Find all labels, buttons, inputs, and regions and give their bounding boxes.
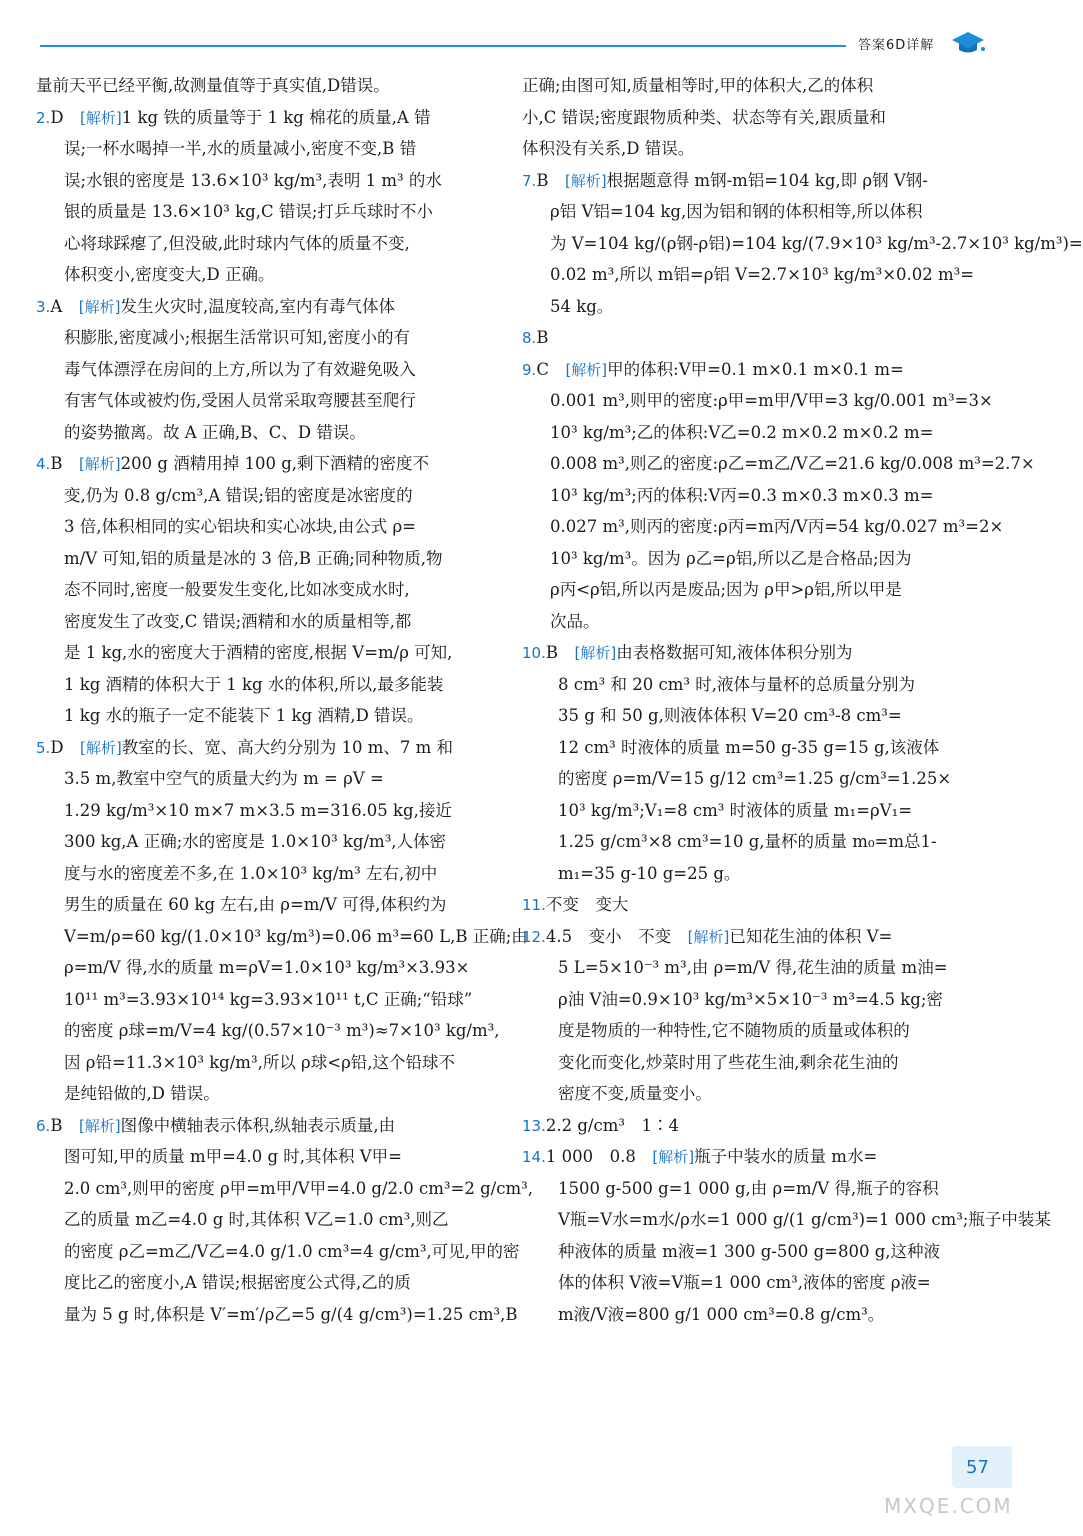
text-line bbox=[36, 291, 502, 323]
question-number: 12. bbox=[522, 927, 546, 946]
text-line bbox=[522, 826, 988, 858]
text-line bbox=[36, 259, 502, 291]
line-text: 0.02 m³,所以 m铝=ρ铝 V=2.7×10³ kg/m³×0.02 m³= bbox=[550, 265, 975, 284]
question-number: 6. bbox=[36, 1116, 51, 1135]
line-text: ρ铝 V铝=104 kg,因为铝和钢的体积相等,所以体积 bbox=[550, 202, 923, 221]
line-text: 0.027 m³,则丙的密度:ρ丙=m丙/V丙=54 kg/0.027 m³=2× bbox=[550, 517, 1004, 536]
text-line bbox=[36, 763, 502, 795]
line-text: 态不同时,密度一般要发生变化,比如冰变成水时, bbox=[64, 580, 410, 599]
answer-choice: 2.2 g/cm³ 1∶4 bbox=[545, 1115, 679, 1135]
text-line bbox=[522, 984, 988, 1016]
graduation-cap-icon bbox=[950, 30, 986, 56]
line-text: 的姿势撤离。故 A 正确,B、C、D 错误。 bbox=[64, 422, 366, 442]
text-line bbox=[522, 889, 988, 921]
text-line bbox=[36, 921, 528, 953]
text-line bbox=[36, 669, 502, 701]
text-line bbox=[36, 511, 502, 543]
text-line bbox=[522, 858, 988, 890]
text-line bbox=[522, 322, 988, 354]
answer-choice: 1 000 0.8 bbox=[545, 1147, 636, 1166]
line-text: 积膨胀,密度减小;根据生活常识可知,密度小的有 bbox=[64, 328, 411, 347]
answer-item bbox=[36, 732, 528, 1110]
line-text: 量为 5 g 时,体积是 V′=m′/ρ乙=5 g/(4 g/cm³)=1.25 cm³,B bbox=[64, 1304, 518, 1324]
right-column bbox=[522, 70, 1083, 1330]
text-line bbox=[36, 1299, 518, 1331]
line-text: 1 kg 酒精的体积大于 1 kg 水的体积,所以,最多能装 bbox=[64, 674, 444, 694]
line-text: 体积没有关系,D 错误。 bbox=[522, 139, 695, 158]
answer-choice: 不变 变大 bbox=[545, 895, 629, 914]
line-text: 12 cm³ 时液体的质量 m=50 g-35 g=15 g,该液体 bbox=[558, 737, 940, 757]
analysis-tag: [解析] bbox=[78, 297, 121, 316]
text-line bbox=[522, 637, 988, 669]
analysis-tag: [解析] bbox=[574, 644, 617, 662]
answer-item bbox=[522, 1110, 988, 1142]
answer-choice: B bbox=[536, 170, 549, 190]
line-text: 正确;由图可知,质量相等时,甲的体积大,乙的体积 bbox=[522, 76, 874, 95]
analysis-tag: [解析] bbox=[78, 1116, 121, 1135]
line-text: m液/V液=800 g/1 000 cm³=0.8 g/cm³。 bbox=[558, 1304, 885, 1324]
text-line bbox=[36, 574, 502, 606]
question-number: 14. bbox=[522, 1148, 546, 1166]
answer-choice: D bbox=[50, 107, 64, 127]
question-number: 9. bbox=[522, 360, 537, 379]
line-text: 200 g 酒精用掉 100 g,剩下酒精的密度不 bbox=[120, 454, 430, 473]
question-number: 10. bbox=[522, 644, 546, 662]
text-line bbox=[36, 984, 502, 1016]
line-text: 变化而变化,炒菜时用了些花生油,剩余花生油的 bbox=[558, 1052, 899, 1072]
question-number: 4. bbox=[36, 455, 51, 473]
question-number: 5. bbox=[36, 738, 51, 757]
line-text: 是纯铅做的,D 错误。 bbox=[64, 1084, 220, 1103]
text-line bbox=[522, 228, 1083, 260]
line-text: 男生的质量在 60 kg 左右,由 ρ=m/V 可得,体积约为 bbox=[64, 895, 447, 914]
line-text: V瓶=V水=m水/ρ水=1 000 g/(1 g/cm³)=1 000 cm³;瓶子中装某 bbox=[558, 1210, 1051, 1229]
text-line bbox=[522, 1078, 988, 1110]
line-text: 1 kg 铁的质量等于 1 kg 棉花的质量,A 错 bbox=[121, 107, 431, 127]
line-text: 度是物质的一种特性,它不随物质的质量或体积的 bbox=[558, 1021, 910, 1040]
watermark: MXQE.COM bbox=[884, 1494, 1013, 1518]
text-line bbox=[36, 1204, 502, 1236]
line-text: 图可知,甲的质量 m甲=4.0 g 时,其体积 V甲= bbox=[64, 1147, 402, 1166]
answer-item bbox=[522, 637, 988, 889]
analysis-tag: [解析] bbox=[80, 738, 122, 757]
line-text: 0.008 m³,则乙的密度:ρ乙=m乙/V乙=21.6 kg/0.008 m³=2.7× bbox=[550, 454, 1035, 473]
text-line bbox=[522, 102, 988, 134]
line-text: 心将球踩瘪了,但没破,此时球内气体的质量不变, bbox=[64, 233, 410, 253]
text-line bbox=[36, 385, 502, 417]
header-title: 答案6D详解 bbox=[858, 38, 935, 53]
line-text: 10³ kg/m³;V₁=8 cm³ 时液体的质量 m₁=ρV₁= bbox=[558, 800, 913, 820]
answer-item bbox=[36, 1110, 533, 1331]
answer-item bbox=[522, 354, 1035, 638]
line-text: 图像中横轴表示体积,纵轴表示质量,由 bbox=[120, 1115, 396, 1135]
line-text: 甲的体积:V甲=0.1 m×0.1 m×0.1 m= bbox=[607, 359, 904, 379]
text-line bbox=[36, 70, 502, 102]
question-number: 7. bbox=[522, 171, 537, 190]
text-line bbox=[36, 1141, 502, 1173]
line-text: m/V 可知,铝的质量是冰的 3 倍,B 正确;同种物质,物 bbox=[64, 548, 443, 568]
line-text: 教室的长、宽、高大约分别为 10 m、7 m 和 bbox=[121, 737, 454, 757]
text-line bbox=[36, 732, 502, 764]
text-line bbox=[36, 858, 502, 890]
analysis-tag: [解析] bbox=[564, 171, 607, 190]
text-line bbox=[522, 1173, 988, 1205]
text-line bbox=[522, 133, 988, 165]
analysis-tag: [解析] bbox=[687, 927, 730, 946]
left-column bbox=[36, 70, 533, 1330]
text-line bbox=[522, 669, 988, 701]
text-line bbox=[36, 228, 502, 260]
answer-item bbox=[36, 70, 502, 102]
text-line bbox=[522, 574, 988, 606]
text-line bbox=[522, 448, 1035, 480]
answer-item bbox=[522, 889, 988, 921]
question-number: 8. bbox=[522, 329, 537, 347]
text-line bbox=[522, 1015, 988, 1047]
line-text: ρ=m/V 得,水的质量 m=ρV=1.0×10³ kg/m³×3.93× bbox=[64, 958, 470, 977]
text-line bbox=[522, 511, 1004, 543]
analysis-tag: [解析] bbox=[652, 1148, 695, 1166]
answer-item bbox=[522, 70, 988, 165]
line-text: 1.25 g/cm³×8 cm³=10 g,量杯的质量 m₀=m总1- bbox=[558, 832, 937, 851]
text-line bbox=[522, 354, 988, 386]
answer-item bbox=[36, 102, 502, 291]
line-text: 3.5 m,教室中空气的质量大约为 m = ρV = bbox=[64, 769, 384, 788]
analysis-tag: [解析] bbox=[80, 108, 122, 127]
text-line bbox=[522, 291, 988, 323]
line-text: 发生火灾时,温度较高,室内有毒气体体 bbox=[120, 296, 395, 316]
line-text: 的密度 ρ球=m/V=4 kg/(0.57×10⁻³ m³)≈7×10³ kg/m³, bbox=[64, 1021, 500, 1040]
text-line bbox=[522, 259, 988, 291]
answer-item bbox=[36, 291, 502, 449]
line-text: 的密度 ρ乙=m乙/V乙=4.0 g/1.0 cm³=4 g/cm³,可见,甲的密 bbox=[64, 1241, 520, 1261]
line-text: 根据题意得 m钢-m铝=104 kg,即 ρ钢 V钢- bbox=[606, 170, 928, 190]
text-line bbox=[522, 70, 988, 102]
line-text: 为 V=104 kg/(ρ钢-ρ铝)=104 kg/(7.9×10³ kg/m³-2.7×10³ kg/m³)= bbox=[550, 233, 1083, 253]
answer-choice: D bbox=[50, 737, 64, 757]
text-line bbox=[522, 700, 988, 732]
text-line bbox=[36, 1015, 502, 1047]
text-line bbox=[36, 196, 502, 228]
line-text: ρ油 V油=0.9×10³ kg/m³×5×10⁻³ m³=4.5 kg;密 bbox=[558, 989, 943, 1009]
line-text: 变,仍为 0.8 g/cm³,A 错误;铝的密度是冰密度的 bbox=[64, 485, 413, 505]
line-text: 10³ kg/m³。因为 ρ乙=ρ铝,所以乙是合格品;因为 bbox=[550, 548, 912, 568]
line-text: 2.0 cm³,则甲的密度 ρ甲=m甲/V甲=4.0 g/2.0 cm³=2 g/cm³, bbox=[64, 1178, 533, 1198]
line-text: 3 倍,体积相同的实心铝块和实心冰块,由公式 ρ= bbox=[64, 517, 417, 536]
text-line bbox=[522, 1236, 988, 1268]
text-line bbox=[36, 889, 502, 921]
question-number: 11. bbox=[522, 896, 546, 914]
page-number: 57 bbox=[966, 1457, 989, 1478]
line-text: 度与水的密度差不多,在 1.0×10³ kg/m³ 左右,初中 bbox=[64, 863, 438, 883]
text-line bbox=[36, 448, 502, 480]
line-text: 1.29 kg/m³×10 m×7 m×3.5 m=316.05 kg,接近 bbox=[64, 800, 452, 820]
line-text: 300 kg,A 正确;水的密度是 1.0×10³ kg/m³,人体密 bbox=[64, 832, 447, 851]
text-line bbox=[522, 732, 988, 764]
text-line bbox=[522, 543, 988, 575]
text-line bbox=[522, 480, 988, 512]
line-text: 5 L=5×10⁻³ m³,由 ρ=m/V 得,花生油的质量 m油= bbox=[558, 958, 948, 977]
line-text: 体积变小,密度变大,D 正确。 bbox=[64, 265, 275, 284]
line-text: 已知花生油的体积 V= bbox=[729, 926, 893, 946]
answer-choice: A bbox=[50, 296, 63, 316]
line-text: 10³ kg/m³;乙的体积:V乙=0.2 m×0.2 m×0.2 m= bbox=[550, 422, 934, 442]
line-text: 体的体积 V液=V瓶=1 000 cm³,液体的密度 ρ液= bbox=[558, 1273, 931, 1292]
text-line bbox=[522, 1141, 988, 1173]
text-line bbox=[522, 417, 988, 449]
line-text: 10³ kg/m³;丙的体积:V丙=0.3 m×0.3 m×0.3 m= bbox=[550, 485, 934, 505]
text-line bbox=[522, 1047, 988, 1079]
line-text: 8 cm³ 和 20 cm³ 时,液体与量杯的总质量分别为 bbox=[558, 674, 915, 694]
line-text: 小,C 错误;密度跟物质种类、状态等有关,跟质量和 bbox=[522, 107, 886, 127]
line-text: 量前天平已经平衡,故测量值等于真实值,D错误。 bbox=[36, 76, 390, 95]
line-text: 10¹¹ m³=3.93×10¹⁴ kg=3.93×10¹¹ t,C 正确;“铅球” bbox=[64, 989, 473, 1009]
question-number: 13. bbox=[522, 1116, 546, 1135]
text-line bbox=[522, 1267, 988, 1299]
text-line bbox=[36, 795, 502, 827]
answer-choice: B bbox=[536, 328, 549, 347]
text-line bbox=[522, 606, 988, 638]
line-text: 54 kg。 bbox=[550, 296, 614, 316]
text-line bbox=[522, 1110, 988, 1142]
text-line bbox=[522, 196, 988, 228]
text-line bbox=[36, 1173, 533, 1205]
line-text: ρ丙<ρ铝,所以丙是废品;因为 ρ甲>ρ铝,所以甲是 bbox=[550, 580, 902, 599]
line-text: 因 ρ铅=11.3×10³ kg/m³,所以 ρ球<ρ铅,这个铅球不 bbox=[64, 1052, 456, 1072]
line-text: 密度不变,质量变小。 bbox=[558, 1084, 712, 1103]
answer-item bbox=[522, 165, 1083, 323]
text-line bbox=[522, 763, 988, 795]
text-line bbox=[522, 952, 988, 984]
text-line bbox=[36, 700, 502, 732]
text-line bbox=[36, 543, 502, 575]
text-line bbox=[522, 165, 988, 197]
text-line bbox=[36, 637, 502, 669]
text-line bbox=[36, 1047, 502, 1079]
answer-choice: 4.5 变小 不变 bbox=[545, 926, 672, 946]
question-number: 2. bbox=[36, 108, 51, 127]
answer-item bbox=[522, 322, 988, 354]
line-text: 的密度 ρ=m/V=15 g/12 cm³=1.25 g/cm³=1.25× bbox=[558, 769, 952, 788]
text-line bbox=[522, 1299, 988, 1331]
line-text: 0.001 m³,则甲的密度:ρ甲=m甲/V甲=3 kg/0.001 m³=3× bbox=[550, 391, 993, 410]
line-text: m₁=35 g-10 g=25 g。 bbox=[558, 863, 741, 883]
line-text: 35 g 和 50 g,则液体体积 V=20 cm³-8 cm³= bbox=[558, 706, 902, 725]
text-line bbox=[36, 165, 502, 197]
line-text: 乙的质量 m乙=4.0 g 时,其体积 V乙=1.0 cm³,则乙 bbox=[64, 1210, 449, 1229]
line-text: 瓶子中装水的质量 m水= bbox=[694, 1147, 878, 1166]
answer-item bbox=[522, 1141, 1051, 1330]
text-line bbox=[522, 385, 993, 417]
line-text: 种液体的质量 m液=1 300 g-500 g=800 g,这种液 bbox=[558, 1241, 941, 1261]
answer-choice: B bbox=[50, 1115, 63, 1135]
line-text: 有害气体或被灼伤,受困人员常采取弯腰甚至爬行 bbox=[64, 391, 416, 410]
analysis-tag: [解析] bbox=[78, 455, 121, 473]
text-line bbox=[36, 826, 502, 858]
text-line bbox=[522, 921, 988, 953]
line-text: 密度发生了改变,C 错误;酒精和水的质量相等,都 bbox=[64, 611, 412, 631]
line-text: 由表格数据可知,液体体积分别为 bbox=[616, 643, 853, 662]
text-line bbox=[36, 322, 502, 354]
line-text: 1500 g-500 g=1 000 g,由 ρ=m/V 得,瓶子的容积 bbox=[558, 1178, 939, 1198]
text-line bbox=[36, 480, 502, 512]
line-text: 误;水银的密度是 13.6×10³ kg/m³,表明 1 m³ 的水 bbox=[64, 170, 442, 190]
line-text: 误;一杯水喝掉一半,水的质量减小,密度不变,B 错 bbox=[64, 139, 417, 158]
line-text: 度比乙的密度小,A 错误;根据密度公式得,乙的质 bbox=[64, 1273, 411, 1292]
answer-choice: B bbox=[545, 643, 558, 662]
text-line bbox=[36, 133, 502, 165]
text-line bbox=[36, 417, 502, 449]
question-number: 3. bbox=[36, 297, 51, 316]
answer-item bbox=[36, 448, 502, 732]
line-text: 毒气体漂浮在房间的上方,所以为了有效避免吸入 bbox=[64, 359, 416, 379]
line-text: V=m/ρ=60 kg/(1.0×10³ kg/m³)=0.06 m³=60 L,B 正确;由 bbox=[64, 926, 528, 946]
line-text: 银的质量是 13.6×10³ kg,C 错误;打乒乓球时不小 bbox=[64, 202, 433, 221]
line-text: 1 kg 水的瓶子一定不能装下 1 kg 酒精,D 错误。 bbox=[64, 706, 424, 725]
text-line bbox=[36, 1267, 502, 1299]
text-line bbox=[36, 1078, 502, 1110]
line-text: 次品。 bbox=[550, 611, 600, 631]
text-line bbox=[522, 1204, 1051, 1236]
text-line bbox=[36, 952, 502, 984]
text-line bbox=[36, 354, 502, 386]
text-line bbox=[522, 795, 988, 827]
analysis-tag: [解析] bbox=[565, 360, 608, 379]
text-line bbox=[36, 1236, 520, 1268]
answer-choice: B bbox=[50, 454, 63, 473]
answer-choice: C bbox=[536, 359, 549, 379]
header-rule bbox=[40, 45, 846, 47]
text-line bbox=[36, 102, 502, 134]
answer-item bbox=[522, 921, 988, 1110]
text-line bbox=[36, 606, 502, 638]
line-text: 是 1 kg,水的密度大于酒精的密度,根据 V=m/ρ 可知, bbox=[64, 643, 453, 662]
text-line bbox=[36, 1110, 502, 1142]
